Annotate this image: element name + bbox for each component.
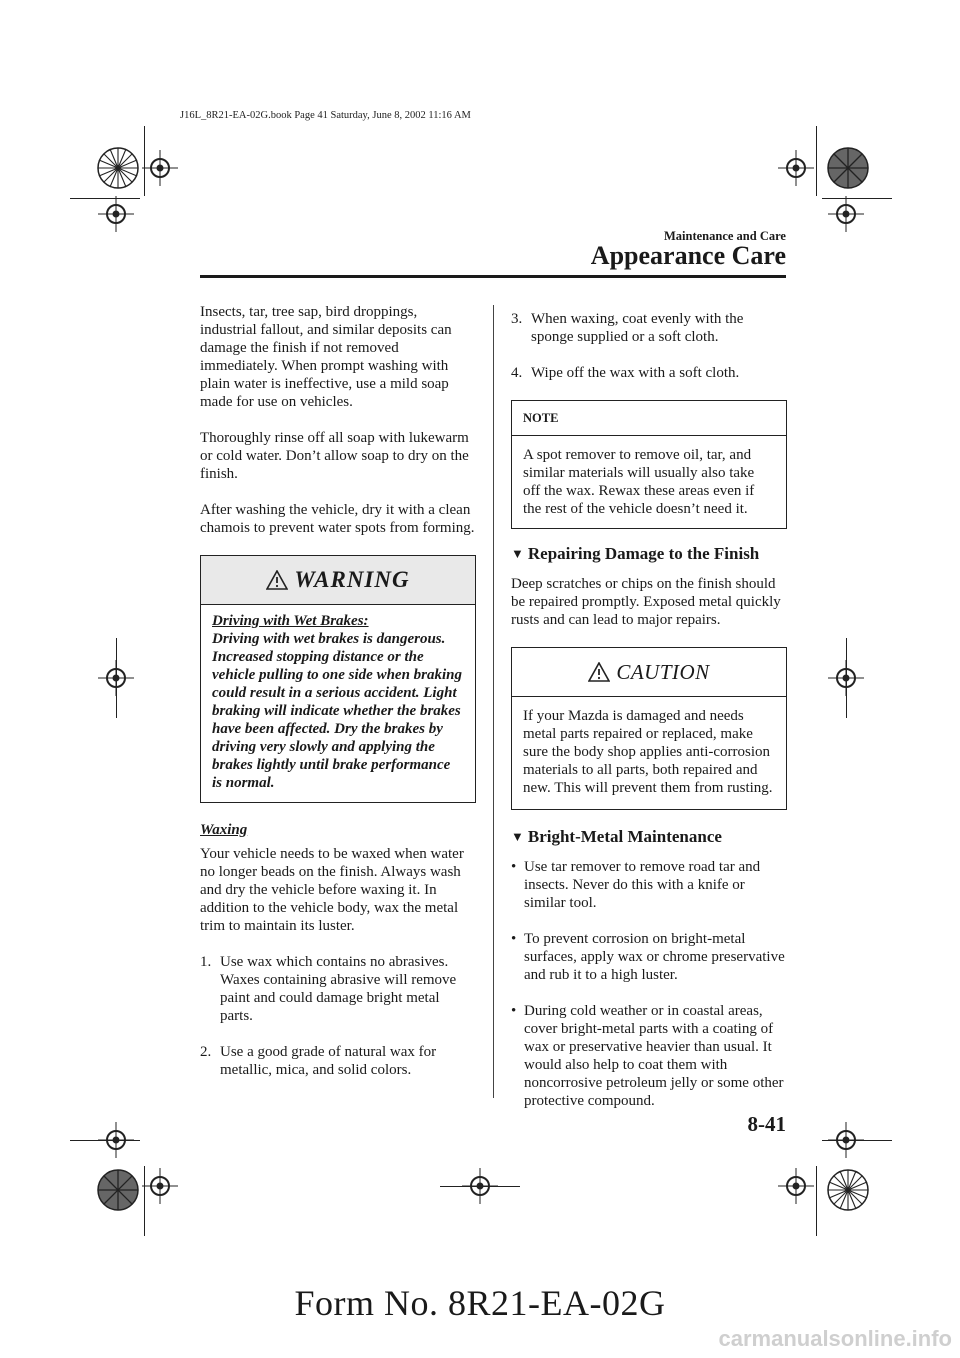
bullet-icon: • [511, 1003, 517, 1019]
crop-line [116, 638, 117, 718]
step-text: Wipe off the wax with a soft cloth. [531, 365, 740, 381]
section-label: Maintenance and Care [664, 229, 786, 243]
warning-box [200, 555, 476, 803]
warning-header [201, 556, 475, 605]
registration-wheel-icon [96, 146, 140, 190]
crosshair-target-icon [142, 1168, 178, 1204]
repair-heading: Repairing Damage to the Finish [527, 544, 760, 563]
crop-line [846, 638, 847, 718]
crosshair-target-icon [142, 150, 178, 186]
right-column [511, 310, 787, 1128]
page-title: Appearance Care [590, 241, 786, 270]
crop-line [70, 198, 140, 199]
waxing-steps-list [200, 953, 476, 1079]
step-text: When waxing, coat evenly with the sponge supplied or a soft cloth. [531, 311, 744, 345]
column-divider [493, 305, 494, 1098]
note-label: NOTE [512, 401, 786, 436]
warning-body [201, 605, 475, 802]
section-heading [511, 545, 787, 563]
step-number: 1. [200, 954, 212, 970]
step-number: 3. [511, 311, 523, 327]
bright-metal-heading: Bright-Metal Maintenance [527, 827, 722, 846]
step-text: Use wax which contains no abrasives. Waxes containing abrasive will remove paint and could damage bright metal parts. [220, 954, 457, 1024]
list-item [511, 930, 787, 984]
step-number: 4. [511, 365, 523, 381]
step-text: Use a good grade of natural wax for metallic, mica, and solid colors. [220, 1044, 437, 1078]
bullet-text: During cold weather or in coastal areas, cover bright-metal parts with a coating of wax or preservative heavier than usual. It would also help to coat them with noncorrosive petroleum jelly or some other protective compound. [524, 1003, 784, 1109]
caution-box [511, 647, 787, 810]
crop-line [822, 1140, 892, 1141]
list-item [200, 1043, 476, 1079]
waxing-steps-list-continued [511, 310, 787, 382]
list-item [511, 858, 787, 912]
triangle-bullet-icon: ▼ [511, 829, 524, 844]
note-text: A spot remover to remove oil, tar, and similar materials will usually also take off the wax. Rewax these areas even if the rest of the vehicle doesn’t need it. [523, 447, 755, 517]
warning-text: Driving with wet brakes is dangerous. Increased stopping distance or the vehicle pulling to one side when braking could result in a serious accident. Light braking will indicate whether the brakes have been affected. Dry the brakes by driving very slowly and applying the brakes lightly until brake performance is normal. [212, 631, 463, 791]
crop-line [440, 1186, 520, 1187]
bullet-icon: • [511, 859, 517, 875]
warning-label: WARNING [294, 567, 410, 592]
triangle-bullet-icon: ▼ [511, 546, 524, 561]
crop-line [822, 198, 892, 199]
warning-heading: Driving with Wet Brakes: [212, 613, 369, 629]
bullet-text: To prevent corrosion on bright-metal surfaces, apply wax or chrome preservative and rub it to a high luster. [524, 931, 785, 983]
paragraph: Insects, tar, tree sap, bird droppings, industrial fallout, and similar deposits can damage the finish if not removed immediately. When prompt washing with plain water is ineffective, use a mild soap made for use on vehicles. [200, 304, 452, 410]
caution-header [512, 648, 786, 697]
crosshair-target-icon [778, 150, 814, 186]
registration-wheel-icon [96, 1168, 140, 1212]
bright-metal-list [511, 858, 787, 1110]
watermark: carmanualsonline.info [718, 1326, 952, 1351]
section-heading [511, 828, 787, 846]
list-item [511, 310, 787, 346]
step-number: 2. [200, 1044, 212, 1060]
note-box [511, 400, 787, 529]
crosshair-target-icon [828, 196, 864, 232]
warning-triangle-icon [266, 570, 288, 590]
list-item [200, 953, 476, 1025]
caution-triangle-icon [588, 662, 610, 682]
bullet-icon: • [511, 931, 517, 947]
paragraph: Thoroughly rinse off all soap with lukewarm or cold water. Don’t allow soap to dry on the finish. [200, 430, 469, 482]
waxing-heading: Waxing [200, 822, 248, 838]
file-stamp: J16L_8R21-EA-02G.book Page 41 Saturday, June 8, 2002 11:16 AM [180, 110, 471, 121]
page-number: 8-41 [747, 1112, 786, 1136]
header-rule [200, 275, 786, 278]
list-item [511, 364, 787, 382]
crop-line [144, 1166, 145, 1236]
left-column [200, 303, 476, 1097]
repair-text: Deep scratches or chips on the finish should be repaired promptly. Exposed metal quickly rusts and can lead to major repairs. [511, 576, 781, 628]
list-item [511, 1002, 787, 1110]
form-number: Form No. 8R21-EA-02G [294, 1283, 666, 1323]
registration-wheel-icon [826, 146, 870, 190]
bullet-text: Use tar remover to remove road tar and insects. Never do this with a knife or similar tool. [524, 859, 761, 911]
crosshair-target-icon [98, 196, 134, 232]
crosshair-target-icon [778, 1168, 814, 1204]
crop-line [816, 1166, 817, 1236]
crop-line [70, 1140, 140, 1141]
crop-line [816, 126, 817, 196]
crop-line [144, 126, 145, 196]
caution-label: CAUTION [616, 660, 710, 684]
registration-wheel-icon [826, 1168, 870, 1212]
waxing-intro: Your vehicle needs to be waxed when water no longer beads on the finish. Always wash and dry the vehicle before waxing it. In addition to the vehicle body, wax the metal trim to maintain its luster. [200, 846, 464, 934]
caution-text: If your Mazda is damaged and needs metal parts repaired or replaced, make sure the body shop applies anti-corrosion materials to all parts, both repaired and new. This will prevent them from rusting. [523, 708, 773, 796]
paragraph: After washing the vehicle, dry it with a clean chamois to prevent water spots from forming. [200, 502, 475, 536]
